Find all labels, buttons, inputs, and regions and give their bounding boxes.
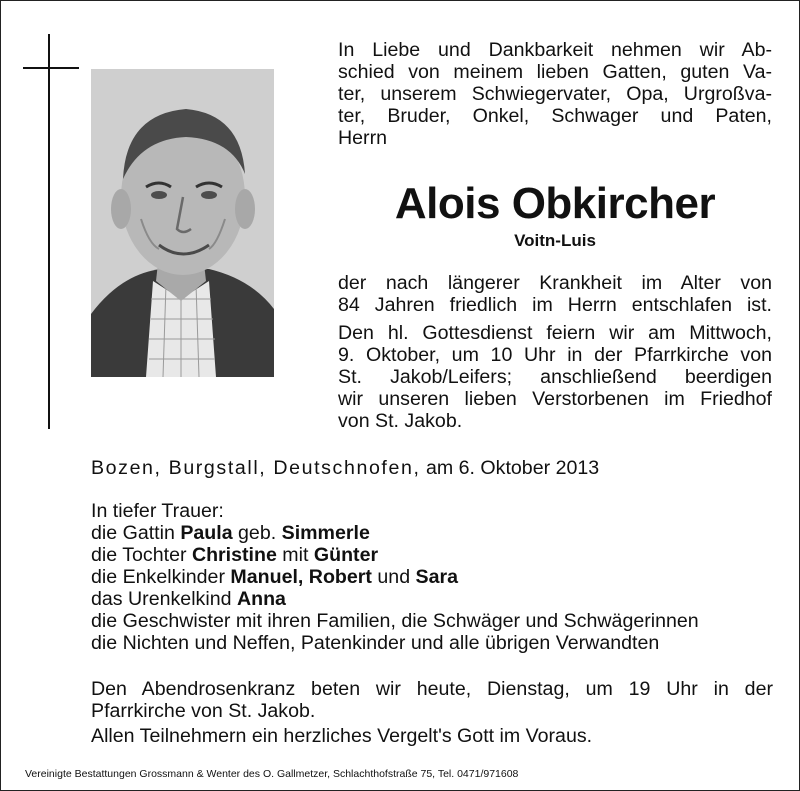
service-line: wir unseren lieben Verstorbenen im Friedhof bbox=[338, 388, 772, 410]
mourner-daughter: die Tochter Christine mit Günter bbox=[91, 544, 379, 566]
intro-line: schied von meinem lieben Gatten, guten Va- bbox=[338, 61, 772, 83]
service-paragraph bbox=[338, 322, 772, 432]
rosary-line: Pfarrkirche von St. Jakob. bbox=[91, 700, 316, 722]
mourner-relatives: die Nichten und Neffen, Patenkinder und alle übrigen Verwandten bbox=[91, 632, 660, 654]
rosary-line: Den Abendrosenkranz beten wir heute, Dienstag, um 19 Uhr in der bbox=[91, 678, 773, 700]
intro-line: Herrn bbox=[338, 127, 387, 149]
intro-paragraph bbox=[338, 39, 772, 149]
date-text: am 6. Oktober 2013 bbox=[425, 457, 600, 479]
intro-line: In Liebe und Dankbarkeit nehmen wir Ab- bbox=[338, 39, 772, 61]
deceased-name: Alois Obkircher bbox=[394, 179, 716, 228]
service-line: 9. Oktober, um 10 Uhr in der Pfarrkirche von bbox=[338, 344, 772, 366]
death-line: der nach längerer Krankheit im Alter von bbox=[338, 272, 772, 294]
mourner-grandchildren: die Enkelkinder Manuel, Robert und Sara bbox=[91, 566, 459, 588]
mourner-wife: die Gattin Paula geb. Simmerle bbox=[91, 522, 370, 544]
mourner-siblings: die Geschwister mit ihren Familien, die Schwäger und Schwägerinnen bbox=[91, 610, 699, 632]
place-date-line bbox=[91, 457, 711, 479]
thanks-line: Allen Teilnehmern ein herzliches Vergelt's Gott im Voraus. bbox=[91, 725, 593, 747]
deceased-nickname: Voitn-Luis bbox=[514, 231, 596, 250]
death-line: 84 Jahren friedlich im Herrn entschlafen ist. bbox=[338, 294, 772, 316]
funeral-home-footer: Vereinigte Bestattungen Grossmann & Wenter des O. Gallmetzer, Schlachthofstraße 75, Tel. 0471/971608 bbox=[25, 768, 519, 780]
service-line: von St. Jakob. bbox=[338, 410, 463, 432]
rosary-paragraph bbox=[91, 678, 773, 722]
service-line: Den hl. Gottesdienst feiern wir am Mittwoch, bbox=[338, 322, 772, 344]
portrait-photo bbox=[91, 69, 274, 377]
mourners-list bbox=[91, 500, 771, 654]
death-paragraph bbox=[338, 272, 772, 316]
intro-line: ter, Bruder, Onkel, Schwager und Paten, bbox=[338, 105, 772, 127]
intro-line: ter, unserem Schwiegervater, Opa, Urgroßva- bbox=[338, 83, 772, 105]
place-names: Bozen, Burgstall, Deutschnofen, bbox=[91, 457, 421, 479]
service-line: St. Jakob/Leifers; anschließend beerdigen bbox=[338, 366, 772, 388]
mourner-greatgrandchild: das Urenkelkind Anna bbox=[91, 588, 286, 610]
mourning-heading: In tiefer Trauer: bbox=[91, 500, 224, 522]
